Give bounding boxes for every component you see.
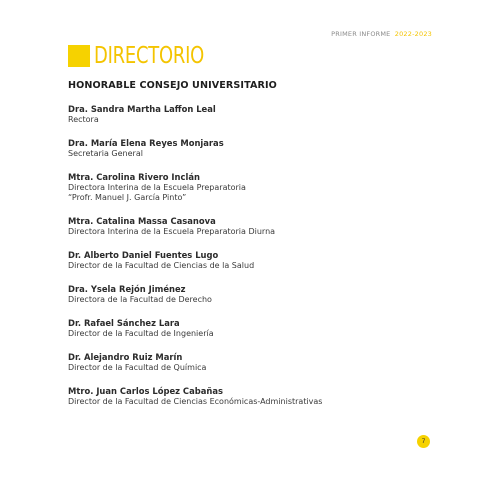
member-name: Dr. Alberto Daniel Fuentes Lugo [68,250,219,261]
member-role: Director de la Facultad de Ciencias de la Salud [68,261,255,271]
directory-entry [68,216,448,238]
running-header [331,30,432,38]
section-title [68,45,235,67]
page-number-badge: 7 [417,435,430,448]
directory-entry [68,172,448,204]
member-role: Rectora [68,115,99,124]
member-role: Director de la Facultad de Química [68,362,207,372]
council-heading: HONORABLE CONSEJO UNIVERSITARIO [68,80,277,91]
directory-entry [68,386,448,408]
directory-entry [68,352,448,374]
member-role: Secretaria General [68,148,143,158]
member-role: Directora de la Facultad de Derecho [68,294,212,304]
member-role: “Profr. Manuel J. García Pinto” [68,193,187,203]
page-title: DIRECTORIO [94,43,205,69]
member-name: Dra. María Elena Reyes Monjaras [68,137,224,148]
member-role: Directora Interina de la Escuela Preparatoria Diurna [68,227,276,237]
directory-entry [68,138,448,160]
member-name: Dr. Alejandro Ruiz Marín [68,351,183,362]
member-role: Director de la Facultad de Ingeniería [68,328,214,338]
title-accent-square [68,45,90,67]
member-role: Director de la Facultad de Ciencias Económicas-Administrativas [68,396,323,406]
member-name: Mtro. Juan Carlos López Cabañas [68,385,223,396]
member-name: Mtra. Catalina Massa Casanova [68,216,216,227]
directory-entry [68,284,448,306]
member-name: Dra. Ysela Rejón Jiménez [68,283,186,294]
member-name: Dr. Rafael Sánchez Lara [68,317,180,328]
directory-entry [68,318,448,340]
directory-list [68,104,448,420]
report-label: PRIMER INFORME [331,30,391,38]
directory-entry [68,104,448,126]
report-years: 2022-2023 [394,30,432,38]
member-role: Directora Interina de la Escuela Preparatoria [68,182,246,192]
member-name: Mtra. Carolina Rivero Inclán [68,171,200,182]
member-name: Dra. Sandra Martha Laffon Leal [68,104,216,114]
directory-entry [68,250,448,272]
